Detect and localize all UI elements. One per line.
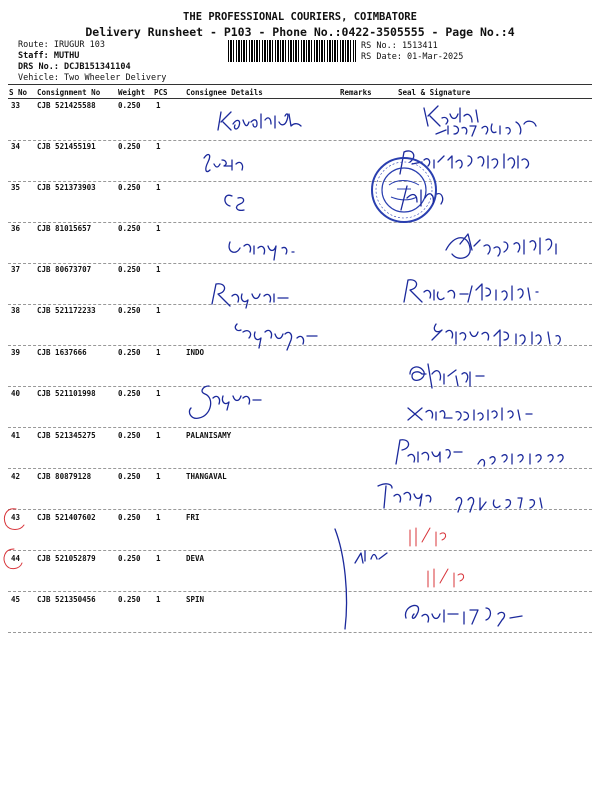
row-consignment: CJB 521455191 [37, 142, 96, 151]
row-weight: 0.250 [118, 472, 141, 481]
table-row [0, 183, 600, 224]
row-sno: 34 [11, 142, 21, 151]
row-pcs: 1 [156, 472, 161, 481]
row-sno: 38 [11, 306, 21, 315]
row-sno: 37 [11, 265, 21, 274]
row-sno: 33 [11, 101, 21, 110]
row-pcs: 1 [156, 183, 161, 192]
row-weight: 0.250 [118, 306, 141, 315]
row-sno: 39 [11, 348, 21, 357]
row-pcs: 1 [156, 595, 161, 604]
row-weight: 0.250 [118, 265, 141, 274]
row-pcs: 1 [156, 554, 161, 563]
route-label: Route: IRUGUR 103 [18, 40, 105, 50]
row-weight: 0.250 [118, 554, 141, 563]
row-consignment: CJB 81015657 [37, 224, 92, 233]
rs-number: RS No.: 1513411 [361, 41, 438, 51]
row-weight: 0.250 [118, 513, 141, 522]
handwritten-consignee-signature [198, 150, 258, 220]
row-pcs: 1 [156, 142, 161, 151]
row-sno: 45 [11, 595, 21, 604]
handwritten-signature [386, 434, 586, 474]
col-consignment: Consignment No [37, 88, 101, 97]
row-pcs: 1 [156, 101, 161, 110]
row-pcs: 1 [156, 306, 161, 315]
row-consignee: PALANISAMY [186, 431, 232, 440]
row-consignee: SPIN [186, 595, 205, 604]
row-sno: 36 [11, 224, 21, 233]
col-consignee: Consignee Details [186, 88, 263, 97]
row-consignment: CJB 521373903 [37, 183, 96, 192]
row-consignment: CJB 80879128 [37, 472, 92, 481]
row-weight: 0.250 [118, 348, 141, 357]
red-circle-mark [0, 545, 30, 573]
handwritten-signature [400, 596, 530, 636]
col-remarks: Remarks [340, 88, 372, 97]
row-sno: 44 [11, 554, 21, 563]
handwritten-signature [395, 180, 455, 218]
vehicle-label: Vehicle: Two Wheeler Delivery [18, 73, 167, 83]
drs-number: DRS No.: DCJB151341104 [18, 62, 131, 72]
row-sno: 41 [11, 431, 21, 440]
row-sno: 35 [11, 183, 21, 192]
row-consignment: CJB 521407602 [37, 513, 96, 522]
rs-date: RS Date: 01-Mar-2025 [361, 52, 464, 62]
handwritten-signature [420, 104, 550, 138]
row-divider [8, 386, 592, 387]
row-divider [8, 140, 592, 141]
col-seal-signature: Seal & Signature [398, 88, 471, 97]
runsheet-title: Delivery Runsheet - P103 - Phone No.:0422-3505555 - Page No.:4 [85, 25, 515, 39]
header-rule-top [8, 84, 592, 85]
table-row [0, 554, 600, 595]
header-rule-bottom [8, 98, 592, 99]
row-weight: 0.250 [118, 224, 141, 233]
row-pcs: 1 [156, 389, 161, 398]
row-consignment: CJB 521101998 [37, 389, 96, 398]
barcode-image [228, 40, 356, 62]
row-pcs: 1 [156, 431, 161, 440]
row-weight: 0.250 [118, 101, 141, 110]
handwritten-consignee-signature [183, 382, 273, 426]
row-sno: 43 [11, 513, 21, 522]
row-consignment: CJB 521425588 [37, 101, 96, 110]
row-consignee: THANGAVAL [186, 472, 227, 481]
handwritten-signature [404, 360, 494, 396]
row-pcs: 1 [156, 513, 161, 522]
handwritten-signature [372, 478, 572, 514]
row-sno: 40 [11, 389, 21, 398]
row-weight: 0.250 [118, 595, 141, 604]
row-sno: 42 [11, 472, 21, 481]
handwritten-signature [402, 398, 562, 426]
staff-label: Staff: MUTHU [18, 51, 80, 61]
col-pcs: PCS [154, 88, 168, 97]
row-consignment: CJB 521052879 [37, 554, 96, 563]
row-weight: 0.250 [118, 183, 141, 192]
col-sno: S No [9, 88, 28, 97]
row-consignment: CJB 521350456 [37, 595, 96, 604]
handwritten-signature [440, 226, 570, 266]
red-date-mark [422, 565, 472, 591]
row-weight: 0.250 [118, 431, 141, 440]
handwritten-consignee-signature [224, 234, 304, 264]
handwritten-consignee-signature [208, 280, 298, 310]
row-consignee: INDO [186, 348, 205, 357]
red-circle-mark [0, 505, 30, 533]
col-weight: Weight [118, 88, 146, 97]
row-weight: 0.250 [118, 389, 141, 398]
handwritten-consignee-signature [215, 108, 305, 134]
row-pcs: 1 [156, 265, 161, 274]
row-pcs: 1 [156, 348, 161, 357]
row-weight: 0.250 [118, 142, 141, 151]
handwritten-consignee-signature [225, 318, 335, 358]
row-consignment: CJB 521172233 [37, 306, 96, 315]
row-divider [8, 181, 592, 182]
row-consignment: CJB 521345275 [37, 431, 96, 440]
row-consignee: FRI [186, 513, 200, 522]
row-divider [8, 427, 592, 428]
company-title: THE PROFESSIONAL COURIERS, COIMBATORE [183, 11, 417, 23]
row-divider [8, 550, 592, 551]
handwritten-signature [424, 318, 584, 352]
row-pcs: 1 [156, 224, 161, 233]
row-consignee: DEVA [186, 554, 205, 563]
table-row [0, 513, 600, 554]
row-divider [8, 222, 592, 223]
row-consignment: CJB 80673707 [37, 265, 92, 274]
handwritten-signature [398, 276, 568, 306]
row-consignment: CJB 1637666 [37, 348, 87, 357]
row-divider [8, 591, 592, 592]
